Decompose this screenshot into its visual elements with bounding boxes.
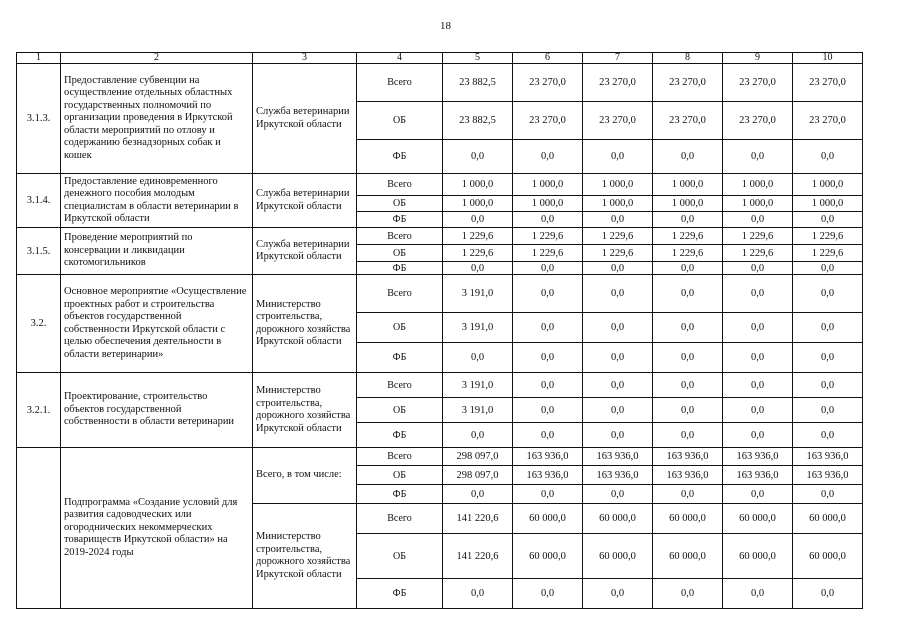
total-label: Всего, в том числе: <box>253 448 357 504</box>
header-cell: 7 <box>583 53 653 64</box>
value-cell: 23 270,0 <box>793 64 863 102</box>
header-cell: 1 <box>17 53 61 64</box>
value-cell: 0,0 <box>513 140 583 174</box>
value-cell: 1 229,6 <box>723 245 793 262</box>
source-cell: ОБ <box>357 398 443 423</box>
source-cell: Всего <box>357 174 443 196</box>
value-cell: 0,0 <box>513 579 583 609</box>
source-cell: ФБ <box>357 140 443 174</box>
value-cell: 163 936,0 <box>653 448 723 466</box>
header-cell: 10 <box>793 53 863 64</box>
item-executor: Служба ветеринарии Иркутской области <box>253 64 357 174</box>
value-cell: 23 270,0 <box>723 102 793 140</box>
value-cell: 0,0 <box>513 373 583 398</box>
source-cell: ОБ <box>357 245 443 262</box>
value-cell: 0,0 <box>653 398 723 423</box>
item-number <box>17 448 61 609</box>
value-cell: 60 000,0 <box>583 504 653 534</box>
value-cell: 0,0 <box>653 485 723 504</box>
source-cell: ФБ <box>357 212 443 228</box>
value-cell: 0,0 <box>793 313 863 343</box>
value-cell: 0,0 <box>583 398 653 423</box>
value-cell: 0,0 <box>653 343 723 373</box>
value-cell: 0,0 <box>723 262 793 275</box>
table-row <box>17 275 863 313</box>
value-cell: 0,0 <box>723 485 793 504</box>
value-cell: 60 000,0 <box>723 534 793 579</box>
value-cell: 0,0 <box>653 275 723 313</box>
source-cell: ФБ <box>357 485 443 504</box>
value-cell: 60 000,0 <box>653 534 723 579</box>
item-description: Основное мероприятие «Осуществление проектных работ и строительства объектов государственной собственности Иркутской области с целью обеспечения деятельности в области ветеринарии» <box>61 275 253 373</box>
value-cell: 1 229,6 <box>583 228 653 245</box>
value-cell: 1 229,6 <box>653 228 723 245</box>
value-cell: 0,0 <box>583 373 653 398</box>
budget-table <box>16 52 863 609</box>
value-cell: 0,0 <box>583 212 653 228</box>
value-cell: 0,0 <box>513 262 583 275</box>
item-executor: Служба ветеринарии Иркутской области <box>253 174 357 228</box>
item-description: Подпрограмма «Создание условий для развития садоводческих или огороднических некоммерческих товариществ Иркутской области» на 2019-2024 годы <box>61 448 253 609</box>
value-cell: 1 229,6 <box>793 228 863 245</box>
table-row <box>17 448 863 466</box>
source-cell: Всего <box>357 373 443 398</box>
header-cell: 6 <box>513 53 583 64</box>
item-number: 3.2.1. <box>17 373 61 448</box>
value-cell: 23 882,5 <box>443 102 513 140</box>
value-cell: 0,0 <box>653 579 723 609</box>
value-cell: 0,0 <box>443 423 513 448</box>
value-cell: 3 191,0 <box>443 275 513 313</box>
header-cell: 5 <box>443 53 513 64</box>
value-cell: 0,0 <box>443 140 513 174</box>
value-cell: 0,0 <box>513 343 583 373</box>
value-cell: 0,0 <box>793 343 863 373</box>
value-cell: 60 000,0 <box>513 534 583 579</box>
item-number: 3.1.3. <box>17 64 61 174</box>
value-cell: 163 936,0 <box>723 466 793 485</box>
value-cell: 23 270,0 <box>723 64 793 102</box>
value-cell: 0,0 <box>583 275 653 313</box>
item-description: Предоставление единовременного денежного пособия молодым специалистам в области ветеринарии в Иркутской области <box>61 174 253 228</box>
value-cell: 23 270,0 <box>653 64 723 102</box>
page-number: 18 <box>440 20 451 32</box>
value-cell: 0,0 <box>723 373 793 398</box>
value-cell: 0,0 <box>443 579 513 609</box>
value-cell: 0,0 <box>513 485 583 504</box>
value-cell: 1 000,0 <box>443 196 513 212</box>
header-cell: 2 <box>61 53 253 64</box>
source-cell: ОБ <box>357 466 443 485</box>
value-cell: 1 229,6 <box>583 245 653 262</box>
source-cell: ФБ <box>357 343 443 373</box>
value-cell: 1 000,0 <box>583 174 653 196</box>
value-cell: 0,0 <box>583 262 653 275</box>
source-cell: ФБ <box>357 423 443 448</box>
value-cell: 163 936,0 <box>583 448 653 466</box>
value-cell: 1 000,0 <box>793 174 863 196</box>
table-row <box>17 228 863 245</box>
value-cell: 0,0 <box>723 579 793 609</box>
table-row <box>17 174 863 196</box>
value-cell: 163 936,0 <box>513 466 583 485</box>
source-cell: Всего <box>357 275 443 313</box>
source-cell: Всего <box>357 64 443 102</box>
value-cell: 1 229,6 <box>443 228 513 245</box>
value-cell: 163 936,0 <box>513 448 583 466</box>
value-cell: 163 936,0 <box>793 448 863 466</box>
value-cell: 0,0 <box>583 140 653 174</box>
value-cell: 0,0 <box>653 423 723 448</box>
header-cell: 3 <box>253 53 357 64</box>
item-executor: Министерство строительства, дорожного хозяйства Иркутской области <box>253 373 357 448</box>
value-cell: 0,0 <box>723 343 793 373</box>
value-cell: 0,0 <box>443 262 513 275</box>
value-cell: 3 191,0 <box>443 373 513 398</box>
value-cell: 0,0 <box>443 485 513 504</box>
value-cell: 0,0 <box>793 212 863 228</box>
table-row <box>17 64 863 102</box>
value-cell: 0,0 <box>653 313 723 343</box>
value-cell: 0,0 <box>793 275 863 313</box>
value-cell: 3 191,0 <box>443 313 513 343</box>
value-cell: 23 270,0 <box>653 102 723 140</box>
header-cell: 8 <box>653 53 723 64</box>
value-cell: 0,0 <box>723 275 793 313</box>
value-cell: 0,0 <box>583 343 653 373</box>
value-cell: 298 097,0 <box>443 448 513 466</box>
value-cell: 60 000,0 <box>513 504 583 534</box>
value-cell: 1 229,6 <box>723 228 793 245</box>
value-cell: 1 000,0 <box>723 174 793 196</box>
value-cell: 0,0 <box>723 212 793 228</box>
header-cell: 4 <box>357 53 443 64</box>
value-cell: 1 000,0 <box>583 196 653 212</box>
value-cell: 141 220,6 <box>443 504 513 534</box>
value-cell: 23 882,5 <box>443 64 513 102</box>
item-number: 3.2. <box>17 275 61 373</box>
value-cell: 23 270,0 <box>793 102 863 140</box>
value-cell: 1 000,0 <box>443 174 513 196</box>
source-cell: ОБ <box>357 534 443 579</box>
value-cell: 3 191,0 <box>443 398 513 423</box>
value-cell: 60 000,0 <box>653 504 723 534</box>
value-cell: 0,0 <box>583 485 653 504</box>
value-cell: 1 000,0 <box>513 196 583 212</box>
value-cell: 60 000,0 <box>723 504 793 534</box>
source-cell: ОБ <box>357 313 443 343</box>
value-cell: 163 936,0 <box>653 466 723 485</box>
value-cell: 0,0 <box>723 423 793 448</box>
source-cell: Всего <box>357 448 443 466</box>
value-cell: 0,0 <box>653 262 723 275</box>
value-cell: 1 229,6 <box>653 245 723 262</box>
value-cell: 1 229,6 <box>513 245 583 262</box>
value-cell: 298 097,0 <box>443 466 513 485</box>
value-cell: 60 000,0 <box>793 534 863 579</box>
value-cell: 0,0 <box>793 579 863 609</box>
value-cell: 0,0 <box>723 140 793 174</box>
header-cell: 9 <box>723 53 793 64</box>
item-executor: Министерство строительства, дорожного хозяйства Иркутской области <box>253 504 357 609</box>
value-cell: 0,0 <box>653 140 723 174</box>
item-executor: Служба ветеринарии Иркутской области <box>253 228 357 275</box>
value-cell: 163 936,0 <box>583 466 653 485</box>
value-cell: 0,0 <box>443 343 513 373</box>
value-cell: 1 000,0 <box>653 174 723 196</box>
value-cell: 23 270,0 <box>513 102 583 140</box>
value-cell: 23 270,0 <box>583 64 653 102</box>
value-cell: 1 000,0 <box>793 196 863 212</box>
value-cell: 0,0 <box>793 262 863 275</box>
value-cell: 1 000,0 <box>723 196 793 212</box>
value-cell: 163 936,0 <box>723 448 793 466</box>
value-cell: 0,0 <box>793 373 863 398</box>
source-cell: ФБ <box>357 579 443 609</box>
value-cell: 0,0 <box>793 485 863 504</box>
item-executor: Министерство строительства, дорожного хозяйства Иркутской области <box>253 275 357 373</box>
value-cell: 60 000,0 <box>583 534 653 579</box>
table-row <box>17 373 863 398</box>
value-cell: 23 270,0 <box>513 64 583 102</box>
value-cell: 0,0 <box>513 212 583 228</box>
item-number: 3.1.5. <box>17 228 61 275</box>
header-row <box>17 53 863 64</box>
value-cell: 0,0 <box>793 140 863 174</box>
value-cell: 0,0 <box>583 579 653 609</box>
value-cell: 1 229,6 <box>513 228 583 245</box>
value-cell: 163 936,0 <box>793 466 863 485</box>
value-cell: 0,0 <box>653 373 723 398</box>
table-body <box>17 64 863 609</box>
source-cell: Всего <box>357 228 443 245</box>
value-cell: 0,0 <box>793 423 863 448</box>
value-cell: 0,0 <box>513 313 583 343</box>
value-cell: 60 000,0 <box>793 504 863 534</box>
value-cell: 0,0 <box>583 423 653 448</box>
source-cell: Всего <box>357 504 443 534</box>
value-cell: 0,0 <box>723 313 793 343</box>
item-description: Предоставление субвенции на осуществление отдельных областных государственных полномочий по организации проведения в Иркутской области мероприятий по отлову и содержанию безнадзорных собак и кошек <box>61 64 253 174</box>
source-cell: ФБ <box>357 262 443 275</box>
value-cell: 0,0 <box>513 275 583 313</box>
value-cell: 1 000,0 <box>513 174 583 196</box>
source-cell: ОБ <box>357 102 443 140</box>
value-cell: 0,0 <box>653 212 723 228</box>
value-cell: 1 229,6 <box>443 245 513 262</box>
value-cell: 0,0 <box>513 398 583 423</box>
value-cell: 0,0 <box>583 313 653 343</box>
value-cell: 1 000,0 <box>653 196 723 212</box>
item-description: Проектирование, строительство объектов государственной собственности в области ветеринарии <box>61 373 253 448</box>
value-cell: 1 229,6 <box>793 245 863 262</box>
value-cell: 141 220,6 <box>443 534 513 579</box>
source-cell: ОБ <box>357 196 443 212</box>
value-cell: 0,0 <box>443 212 513 228</box>
value-cell: 0,0 <box>793 398 863 423</box>
item-number: 3.1.4. <box>17 174 61 228</box>
value-cell: 0,0 <box>513 423 583 448</box>
value-cell: 0,0 <box>723 398 793 423</box>
value-cell: 23 270,0 <box>583 102 653 140</box>
item-description: Проведение мероприятий по консервации и ликвидации скотомогильников <box>61 228 253 275</box>
